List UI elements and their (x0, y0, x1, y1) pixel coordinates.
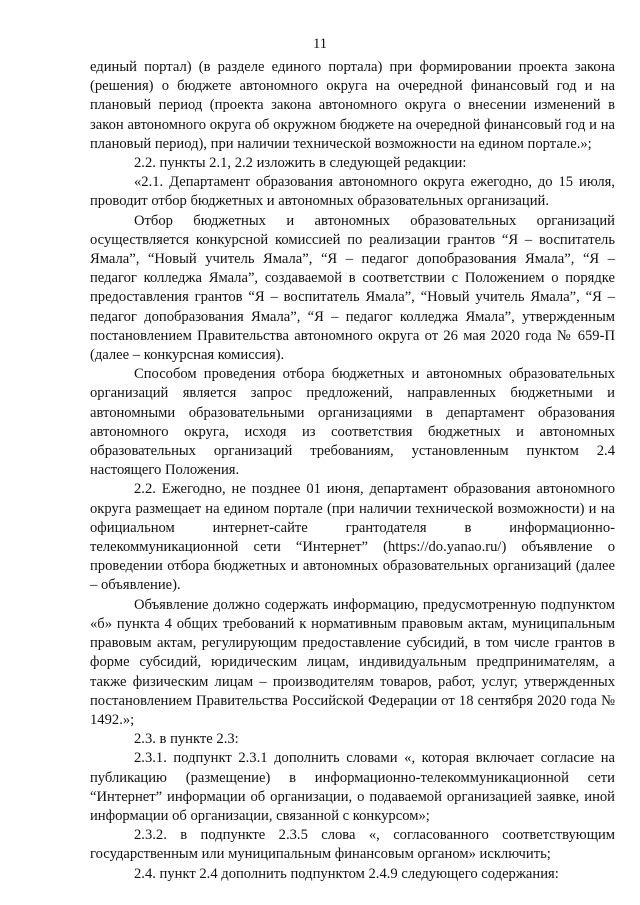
paragraph-1: единый портал) (в разделе единого портала) при формировании проекта закона (решения) о бюджете автономного округа на очередной финансовый год и на плановый период (проекта закона автономного округа о внесении изменений в закон автономного округа об окружном бюджете на очередной финансовый год и на плановый период), при наличии технической возможности на едином портале.»; (90, 59, 615, 152)
paragraph-11: 2.4. пункт 2.4 дополнить подпунктом 2.4.9 следующего содержания: (134, 865, 559, 882)
page-number: 11 (312, 36, 328, 52)
paragraph-6: 2.2. Ежегодно, не позднее 01 июня, департамент образования автономного округа размещает на едином портале (при наличии технической возможности) и на официальном интернет-сайте грантодателя в информационно-телекоммуникационной сети “Интернет” (https://do.yanao.ru/) объявление о проведении отбора бюджетных и автономных образовательных организаций (далее – объявление). (90, 481, 615, 594)
paragraph-7: Объявление должно содержать информацию, предусмотренную подпунктом «б» пункта 4 общих требований к нормативным правовым актам, муниципальным правовым актам, регулирующим предоставление субсидий, в том числе грантов в форме субсидий, юридическим лицам, индивидуальным предпринимателям, а также физическим лицам – производителям товаров, работ, услуг, утвержденных постановлением Правительства Российской Федерации от 18 сентября 2020 года № 1492.»; (90, 596, 615, 728)
paragraph-10: 2.3.2. в подпункте 2.3.5 слова «, согласованного соответствующим государственным или муниципальным финансовым органом» исключить; (90, 827, 615, 863)
paragraph-3: «2.1. Департамент образования автономного округа ежегодно, до 15 июля, проводит отбор бюджетных и автономных образовательных организаций. (90, 174, 615, 210)
paragraph-9: 2.3.1. подпункт 2.3.1 дополнить словами «, которая включает согласие на публикацию (размещение) в информационно-телекоммуникационной сети “Интернет” информации об организации, о подаваемой организацией заявке, иной информации об организации, связанной с конкурсом»; (90, 750, 615, 824)
document-body (90, 58, 615, 884)
paragraph-4: Отбор бюджетных и автономных образовательных организаций осуществляется конкурсной комиссией по реализации грантов “Я – воспитатель Ямала”, “Новый учитель Ямала”, “Я – педагог допобразования Ямала”, “Я – педагог колледжа Ямала”, создаваемой в соответствии с Положением о порядке предоставления грантов “Я – воспитатель Ямала”, “Новый учитель Ямала”, “Я – педагог допобразования Ямала”, “Я – педагог колледжа Ямала”, утвержденным постановлением Правительства автономного округа от 26 мая 2020 года № 659-П (далее – конкурсная комиссия). (90, 212, 615, 364)
paragraph-5: Способом проведения отбора бюджетных и автономных образовательных организаций является запрос предложений, направленных бюджетными и автономными образовательными организациями в департамент образования автономного округа, исходя из соответствия бюджетных и автономных образовательных организаций требованиям, установленным пунктом 2.4 настоящего Положения. (90, 366, 615, 479)
paragraph-2: 2.2. пункты 2.1, 2.2 изложить в следующей редакции: (134, 155, 467, 172)
paragraph-8: 2.3. в пункте 2.3: (134, 731, 239, 748)
